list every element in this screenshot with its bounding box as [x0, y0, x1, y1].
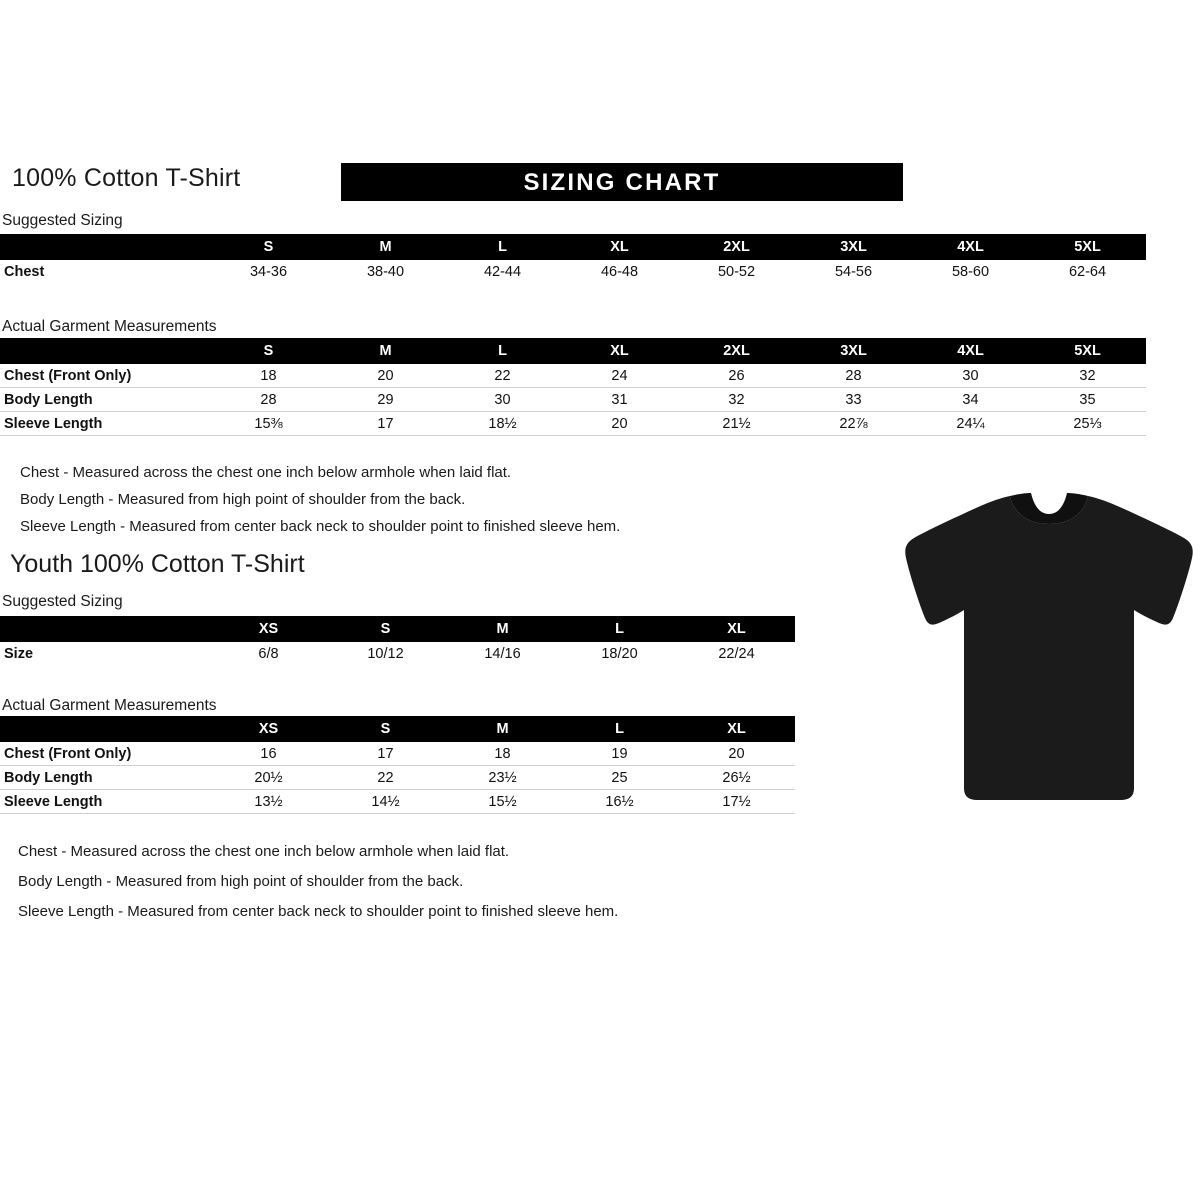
youth-note-chest: Chest - Measured across the chest one inch below armhole when laid flat. [18, 843, 510, 860]
cell-value: 10/12 [367, 645, 404, 662]
cell-value: 6/8 [258, 645, 279, 662]
col-header: 3XL [795, 338, 912, 364]
cell-value: 30 [912, 364, 1029, 388]
col-header: L [444, 234, 561, 260]
cell-value: 38-40 [366, 263, 405, 280]
row-label: Size [4, 645, 34, 662]
adult-actual-measurements-table [0, 338, 1146, 436]
cell-value: 20½ [210, 766, 327, 790]
col-header: 5XL [1029, 234, 1146, 260]
cell-value: 21½ [678, 412, 795, 436]
row-label: Body Length [0, 766, 210, 790]
cell-value: 32 [678, 388, 795, 412]
cell-value: 29 [327, 388, 444, 412]
cell-value: 28 [210, 388, 327, 412]
cell-value: 16½ [561, 790, 678, 814]
row-label: Chest [4, 263, 45, 280]
cell-value: 17½ [678, 790, 795, 814]
col-header: 4XL [912, 234, 1029, 260]
cell-value: 24¼ [912, 412, 1029, 436]
col-header: XS [210, 716, 327, 742]
col-header: 3XL [795, 234, 912, 260]
cell-value: 30 [444, 388, 561, 412]
row-label: Sleeve Length [0, 790, 210, 814]
cell-value: 32 [1029, 364, 1146, 388]
cell-value: 18 [444, 742, 561, 766]
cell-value: 46-48 [600, 263, 639, 280]
adult-note-body-length: Body Length - Measured from high point of shoulder from the back. [20, 491, 466, 508]
row-label: Sleeve Length [0, 412, 210, 436]
table-row [0, 260, 1146, 283]
adult-suggested-sizing-table [0, 234, 1146, 283]
cell-value: 17 [327, 412, 444, 436]
col-header: L [444, 338, 561, 364]
cell-value: 13½ [210, 790, 327, 814]
table-header-row [0, 616, 795, 642]
col-header: S [210, 338, 327, 364]
sizing-chart-banner-label: SIZING CHART [523, 169, 721, 196]
adult-note-chest: Chest - Measured across the chest one inch below armhole when laid flat. [20, 464, 512, 481]
table-header-row [0, 234, 1146, 260]
table-row [0, 388, 1146, 412]
col-header [0, 338, 210, 364]
cell-value: 42-44 [483, 263, 522, 280]
adult-section-title: 100% Cotton T-Shirt [12, 164, 241, 192]
cell-value: 23½ [444, 766, 561, 790]
cell-value: 18½ [444, 412, 561, 436]
col-header: 4XL [912, 338, 1029, 364]
cell-value: 22⅞ [795, 412, 912, 436]
col-header: XL [561, 234, 678, 260]
table-row [0, 790, 795, 814]
cell-value: 22 [327, 766, 444, 790]
cell-value: 20 [327, 364, 444, 388]
cell-value: 28 [795, 364, 912, 388]
cell-value: 34-36 [249, 263, 288, 280]
col-header: S [210, 234, 327, 260]
table-row [0, 412, 1146, 436]
col-header: M [444, 716, 561, 742]
cell-value: 26½ [678, 766, 795, 790]
cell-value: 15½ [444, 790, 561, 814]
table-row [0, 766, 795, 790]
cell-value: 54-56 [834, 263, 873, 280]
row-label: Chest (Front Only) [0, 364, 210, 388]
col-header: 2XL [678, 338, 795, 364]
table-row [0, 364, 1146, 388]
col-header: M [327, 234, 444, 260]
black-t-shirt-icon [905, 493, 1192, 800]
col-header: L [561, 716, 678, 742]
cell-value: 14½ [327, 790, 444, 814]
col-header: 2XL [678, 234, 795, 260]
cell-value: 24 [561, 364, 678, 388]
cell-value: 16 [210, 742, 327, 766]
cell-value: 20 [678, 742, 795, 766]
youth-note-body-length: Body Length - Measured from high point of shoulder from the back. [18, 873, 464, 890]
col-header [0, 616, 210, 642]
cell-value: 20 [561, 412, 678, 436]
cell-value: 22 [444, 364, 561, 388]
col-header: S [327, 616, 444, 642]
col-header: S [327, 716, 444, 742]
col-header: XL [678, 616, 795, 642]
col-header: XL [678, 716, 795, 742]
cell-value: 62-64 [1068, 263, 1107, 280]
col-header: M [444, 616, 561, 642]
row-label: Chest (Front Only) [0, 742, 210, 766]
t-shirt-illustration [898, 488, 1198, 810]
cell-value: 18 [210, 364, 327, 388]
youth-suggested-sizing-label: Suggested Sizing [2, 593, 123, 610]
youth-section-title: Youth 100% Cotton T-Shirt [10, 550, 305, 578]
cell-value: 34 [912, 388, 1029, 412]
cell-value: 18/20 [601, 645, 638, 662]
cell-value: 26 [678, 364, 795, 388]
youth-suggested-sizing-table [0, 616, 795, 665]
col-header: 5XL [1029, 338, 1146, 364]
table-header-row [0, 338, 1146, 364]
table-header-row [0, 716, 795, 742]
youth-actual-measurements-table [0, 716, 795, 814]
cell-value: 58-60 [951, 263, 990, 280]
adult-suggested-sizing-label: Suggested Sizing [2, 212, 123, 229]
youth-note-sleeve-length: Sleeve Length - Measured from center back neck to shoulder point to finished sleeve hem. [18, 903, 619, 920]
col-header: L [561, 616, 678, 642]
youth-actual-measurements-label: Actual Garment Measurements [2, 697, 217, 714]
cell-value: 19 [561, 742, 678, 766]
cell-value: 50-52 [717, 263, 756, 280]
cell-value: 17 [327, 742, 444, 766]
col-header [0, 716, 210, 742]
cell-value: 14/16 [484, 645, 521, 662]
cell-value: 31 [561, 388, 678, 412]
cell-value: 33 [795, 388, 912, 412]
adult-note-sleeve-length: Sleeve Length - Measured from center back neck to shoulder point to finished sleeve hem. [20, 518, 621, 535]
table-row [0, 742, 795, 766]
col-header: XL [561, 338, 678, 364]
row-label: Body Length [0, 388, 210, 412]
cell-value: 25⅓ [1029, 412, 1146, 436]
cell-value: 35 [1029, 388, 1146, 412]
cell-value: 15⅜ [210, 412, 327, 436]
cell-value: 25 [561, 766, 678, 790]
table-row [0, 642, 795, 665]
adult-actual-measurements-label: Actual Garment Measurements [2, 318, 217, 335]
sizing-chart-banner [341, 163, 903, 201]
cell-value: 22/24 [718, 645, 755, 662]
col-header: M [327, 338, 444, 364]
col-header [0, 234, 210, 260]
col-header: XS [210, 616, 327, 642]
